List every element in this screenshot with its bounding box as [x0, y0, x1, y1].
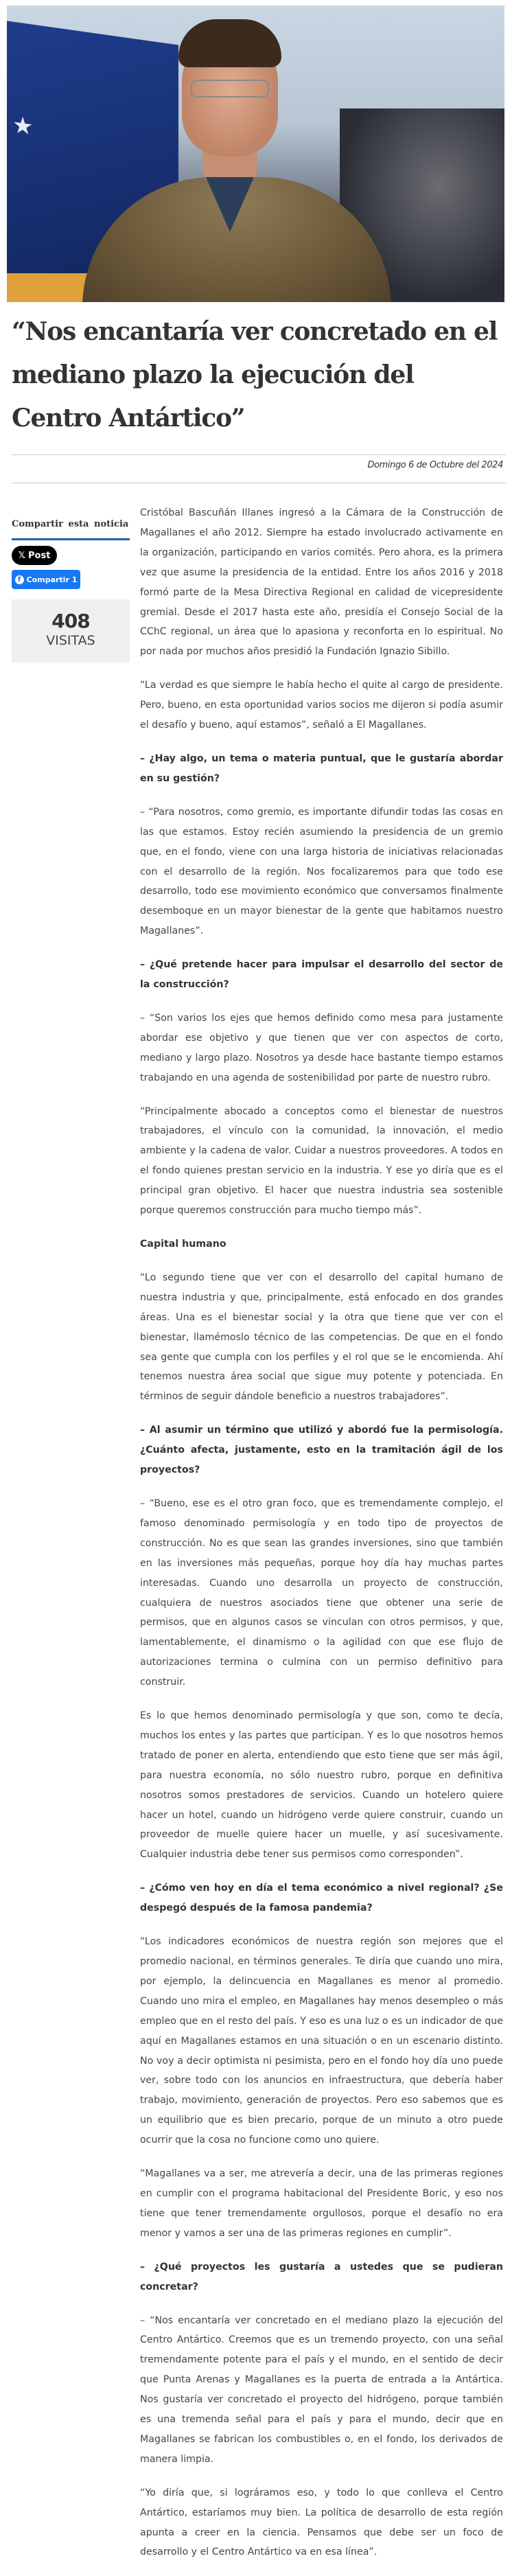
- visits-count: 408: [51, 610, 90, 632]
- article-paragraph: – “Nos encantaría ver concretado en el mediano plazo la ejecución del Centro Antártico. Creemos que es un tremendo proyecto, con una señal tremendamente potente para el país y el mundo, en el sentido de decir que Punta Arenas y Magallanes es la puerta de entrada a la Antártica. Nos gustaría ver concretado el proyecto del hidrógeno, porque también es una tremenda señal para el país y para el mundo, decir que en Magallanes se fabrican los combustibles o, en el fondo, los derivados de manera limpia.: [140, 2314, 503, 2465]
- visits-counter: [12, 599, 130, 663]
- visits-label: VISITAS: [46, 633, 95, 648]
- article-paragraph: – “Para nosotros, como gremio, es importante difundir todas las cosas en las que estamos. Estoy recién asumiendo la presidencia de un gremio que, en el fondo, viene con una larga historia de iniciativas relacionadas con el desarrollo de la región. Nos focalizaremos para que todo ese desarrollo, todo ese movimiento económico que conversamos finalmente desemboque en un mayor bienestar de la gente que habitamos nuestro Magallanes”.: [140, 806, 503, 937]
- article-paragraph: Es lo que hemos denominado permisología y que son, como te decía, muchos los entes y las partes que participan. Y es lo que nosotros hemos tratado de poner en alerta, entendiendo que esto tiene que ser más ágil, para nuestra economía, no sólo nuestro rubro, porque en definitiva nosotros somos prestadores de servicios. Cuando un hotelero quiere hacer un hotel, cuando un hidrógeno verde quiere construir, cuando un proveedor de muelle quiere hacer un muelle, y así sucesivamente. Cualquier industria debe tener sus permisos como corresponden”.: [140, 1710, 503, 1861]
- article-paragraph: “La verdad es que siempre le había hecho el quite al cargo de presidente. Pero, bueno, en esta oportunidad varios socios me dijeron si podía asumir el desafío y bueno, aquí estamos”, señaló a El Magallanes.: [140, 680, 503, 731]
- article-paragraph: “Lo segundo tiene que ver con el desarrollo del capital humano de nuestra industria y que, principalmente, está enfocado en dos grandes áreas. Una es el bienestar social y la otra que tiene que ver con el bienestar, llamémoslo técnico de las competencias. De que en el fondo sea gente que cumpla con los perfiles y el rol que se le encomienda. Ahí tenemos nuestra área social que sigue muy potente y potenciada. En términos de seguir dándole beneficio a nuestros trabajadores”.: [140, 1272, 503, 1403]
- interview-question: Capital humano: [140, 1239, 226, 1250]
- article-paragraph: “Yo diría que, si lográramos eso, y todo lo que conlleva el Centro Antártico, estaríamos muy bien. La política de desarrollo de esta región apunta a creer en la ciencia. Pensamos que debe ser un foco de desarrollo y el Centro Antártico va en esa línea”.: [140, 2487, 503, 2558]
- interview-question: – ¿Cómo ven hoy en día el tema económico a nivel regional? ¿Se despegó después de la famosa pandemia?: [140, 1883, 503, 1914]
- interview-question: – ¿Hay algo, un tema o materia puntual, que le gustaría abordar en su gestión?: [140, 752, 503, 784]
- article-paragraph: “Magallanes va a ser, me atrevería a decir, una de las primeras regiones en cumplir con el programa habitacional del Presidente Boric, y eso nos tiene que tener tremendamente orgullosos, porque el desafío no era menor y vamos a ser una de las primeras regiones en cumplir”.: [140, 2168, 503, 2239]
- article-paragraph: Cristóbal Bascuñán Illanes ingresó a la Cámara de la Construcción de Magallanes el año 2012. Siempre ha estado involucrado activamente en la organización, participando en varios comités. Pero ahora, es la primera vez que asume la presidencia de la entidad. Entre los años 2016 y 2018 formó parte de la Mesa Directiva Regional en calidad de vicepresidente gremial. Desde el 2017 hasta este año, presidía el Consejo Social de la CChC regional, un área que lo apasiona y reconforta en lo espiritual. No por nada por muchos años presidió la Fundación Ignazio Sibillo.: [140, 507, 503, 658]
- person-hair: [178, 19, 281, 67]
- article-paragraph: – “Son varios los ejes que hemos definido como mesa para justamente abordar ese objetivo y que tienen que ver con aspectos de corto, mediano y largo plazo. Nosotros ya desde hace bastante tiempo estamos trabajando en una agenda de sostenibilidad por parte de nuestro rubro.: [140, 1012, 503, 1083]
- glasses: [191, 80, 269, 97]
- article-paragraph: “Principalmente abocado a conceptos como el bienestar de nuestros trabajadores, el vínculo con la comunidad, la innovación, el medio ambiente y la cadena de valor. Cuidar a nuestros proveedores. A todos en el fondo quienes prestan servicio en la industria. Y ese yo diría que es el principal gran objetivo. El hacer que nuestra industria sea sostenible porque queremos construcción para mucho tiempo más”.: [140, 1105, 503, 1217]
- interview-question: – ¿Qué pretende hacer para impulsar el desarrollo del sector de la construcción?: [140, 959, 503, 991]
- article-photo: [7, 5, 504, 302]
- x-logo-icon: 𝕏: [18, 550, 26, 561]
- article-paragraph: “Los indicadores económicos de nuestra región son mejores que el promedio nacional, en términos generales. Te diría que cuando uno mira, por ejemplo, la delincuencia en Magallanes es menor al promedio. Cuando uno mira el empleo, en Magallanes hay menos desempleo o más empleo que en el resto del país. Y eso es una luz o es un indicador de que aquí en Magallanes estamos en una situación o en un escenario distinto. No voy a decir optimista ni pesimista, pero en el fondo hoy día uno puede ver, sobre todo con los anuncios en infraestructura, que debería haber trabajo, movimiento, generación de proyectos. Pero eso sabemos que es un equilibrio que es bien precario, porque de un minuto a otro puede ocurrir que la cosa no funcione como uno quiere.: [140, 1936, 503, 2146]
- x-post-button[interactable]: [12, 546, 57, 565]
- article-date: Domingo 6 de Octubre del 2024: [367, 460, 503, 470]
- facebook-share-button[interactable]: [12, 570, 80, 589]
- x-post-label: Post: [28, 550, 51, 561]
- facebook-share-label: Compartir 1: [26, 575, 78, 584]
- star-icon: ★: [12, 111, 34, 141]
- interview-question: – Al asumir un término que utilizó y abordó fue la permisología. ¿Cuánto afecta, justamente, esto en la tramitación ágil de los proyectos?: [140, 1425, 503, 1476]
- article-paragraph: – “Bueno, ese es el otro gran foco, que es tremendamente complejo, el famoso denominado permisología y en todo tipo de proyectos de construcción. No es que sean las grandes inversiones, sino que también en las inversiones más pequeñas, porque hoy día hay muchas partes interesadas. Cuando uno desarrolla un proyecto de construcción, cualquiera de nuestros asociados tiene que obtener una serie de permisos, que en algunos casos se vinculan con otros permisos, y que, lamentablemente, el dinamismo o la agilidad con que ese flujo de autorizaciones termina o culmina con un permiso definitivo para construir.: [140, 1497, 503, 1688]
- share-title: Compartir esta noticia: [12, 519, 129, 529]
- interview-question: – ¿Qué proyectos les gustaría a ustedes que se pudieran concretar?: [140, 2261, 503, 2292]
- facebook-icon: f: [15, 575, 24, 584]
- article-title: “Nos encantaría ver concretado en el mediano plazo la ejecución del Centro Antártico”: [12, 317, 498, 433]
- share-underline: [12, 538, 130, 540]
- flag-yellow-band: [7, 273, 89, 302]
- article-body: [140, 503, 503, 2576]
